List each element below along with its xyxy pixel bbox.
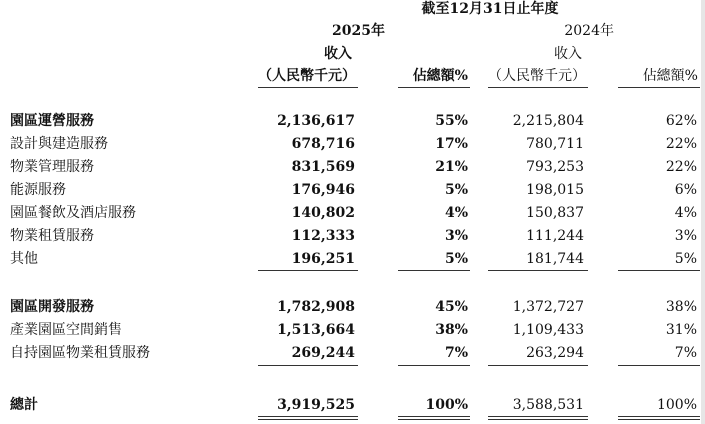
value-2025-park-development: 1,782,908 xyxy=(277,299,355,315)
total-double-rule-2025-share xyxy=(398,416,470,420)
share-2024-others: 5% xyxy=(674,251,697,267)
share-2024-park-operation: 62% xyxy=(665,113,697,129)
share-2025-energy: 5% xyxy=(444,182,468,198)
period-heading: 截至12月31日止年度 xyxy=(421,1,559,17)
total-double-rule-2024-share xyxy=(618,416,700,420)
row-label-design-build: 設計與建造服務 xyxy=(10,136,108,152)
unit-2025-heading: （人民幣千元） xyxy=(258,68,356,84)
row-label-self-owned-leasing: 自持園區物業租賃服務 xyxy=(10,345,150,361)
total-double-rule-2024-revenue xyxy=(488,416,588,420)
share-2024-catering-hotel: 4% xyxy=(674,205,697,221)
share-2025-others: 5% xyxy=(444,251,468,267)
year-2025-heading: 2025年 xyxy=(332,23,385,39)
share-2025-park-development: 45% xyxy=(435,299,468,315)
total-top-rule-2025-share xyxy=(398,365,470,366)
share-2024-self-owned-leasing: 7% xyxy=(674,345,697,361)
revenue-2025-heading: 收入 xyxy=(324,46,352,62)
subtotal-rule-2024-share xyxy=(618,270,700,271)
value-2024-others: 181,744 xyxy=(526,251,584,267)
share-2025-space-sales: 38% xyxy=(435,322,468,338)
row-label-total: 總計 xyxy=(10,397,38,413)
value-2024-property-management: 793,253 xyxy=(526,159,584,175)
row-label-space-sales: 產業園區空間銷售 xyxy=(10,322,122,338)
value-2025-park-operation: 2,136,617 xyxy=(277,113,355,129)
row-label-others: 其他 xyxy=(10,251,38,267)
value-2024-park-operation: 2,215,804 xyxy=(512,113,584,129)
share-2025-self-owned-leasing: 7% xyxy=(444,345,468,361)
value-2025-catering-hotel: 140,802 xyxy=(291,205,355,221)
total-top-rule-2024-revenue xyxy=(488,365,588,366)
value-2025-total: 3,919,525 xyxy=(277,397,355,413)
subtotal-rule-2024-revenue xyxy=(488,270,588,271)
total-top-rule-2025-revenue xyxy=(258,365,358,366)
share-2024-park-development: 38% xyxy=(665,299,697,315)
share-2024-space-sales: 31% xyxy=(665,322,697,338)
share-2024-heading: 佔總額% xyxy=(642,68,698,84)
row-label-energy: 能源服務 xyxy=(10,182,66,198)
share-2025-catering-hotel: 4% xyxy=(444,205,468,221)
year-2024-heading: 2024年 xyxy=(564,23,614,39)
value-2024-self-owned-leasing: 263,294 xyxy=(526,345,584,361)
row-label-property-leasing: 物業租賃服務 xyxy=(10,228,94,244)
value-2025-energy: 176,946 xyxy=(291,182,355,198)
header-rule-2025-revenue xyxy=(258,87,358,88)
row-label-catering-hotel: 園區餐飲及酒店服務 xyxy=(10,205,136,221)
share-2025-property-leasing: 3% xyxy=(444,228,468,244)
revenue-2024-heading: 收入 xyxy=(554,46,582,62)
value-2025-space-sales: 1,513,664 xyxy=(277,322,355,338)
share-2025-design-build: 17% xyxy=(435,136,468,152)
share-2025-property-management: 21% xyxy=(435,159,468,175)
value-2025-property-management: 831,569 xyxy=(291,159,355,175)
share-2024-property-management: 22% xyxy=(665,159,697,175)
value-2025-property-leasing: 112,333 xyxy=(291,228,355,244)
share-2024-design-build: 22% xyxy=(665,136,697,152)
header-rule-2025-share xyxy=(398,87,470,88)
share-2024-total: 100% xyxy=(656,397,697,413)
row-label-property-management: 物業管理服務 xyxy=(10,159,94,175)
unit-2024-heading: （人民幣千元） xyxy=(488,68,586,84)
share-2024-energy: 6% xyxy=(674,182,697,198)
value-2024-catering-hotel: 150,837 xyxy=(526,205,584,221)
value-2024-energy: 198,015 xyxy=(526,182,584,198)
header-rule-2024-revenue xyxy=(488,87,588,88)
share-2025-total: 100% xyxy=(425,397,468,413)
share-2025-park-operation: 55% xyxy=(435,113,468,129)
value-2024-space-sales: 1,109,433 xyxy=(512,322,584,338)
value-2024-property-leasing: 111,244 xyxy=(526,228,584,244)
total-double-rule-2025-revenue xyxy=(258,416,358,420)
value-2024-total: 3,588,531 xyxy=(512,397,584,413)
subtotal-rule-2025-revenue xyxy=(258,270,358,271)
row-label-park-development: 園區開發服務 xyxy=(10,299,94,315)
value-2025-design-build: 678,716 xyxy=(291,136,355,152)
total-top-rule-2024-share xyxy=(618,365,700,366)
value-2024-park-development: 1,372,727 xyxy=(512,299,584,315)
row-label-park-operation: 園區運營服務 xyxy=(10,113,94,129)
value-2025-self-owned-leasing: 269,244 xyxy=(291,345,355,361)
share-2024-property-leasing: 3% xyxy=(674,228,697,244)
value-2024-design-build: 780,711 xyxy=(526,136,584,152)
page-edge xyxy=(701,0,705,424)
subtotal-rule-2025-share xyxy=(398,270,470,271)
value-2025-others: 196,251 xyxy=(291,251,355,267)
share-2025-heading: 佔總額% xyxy=(412,68,468,84)
header-rule-2024-share xyxy=(618,87,700,88)
